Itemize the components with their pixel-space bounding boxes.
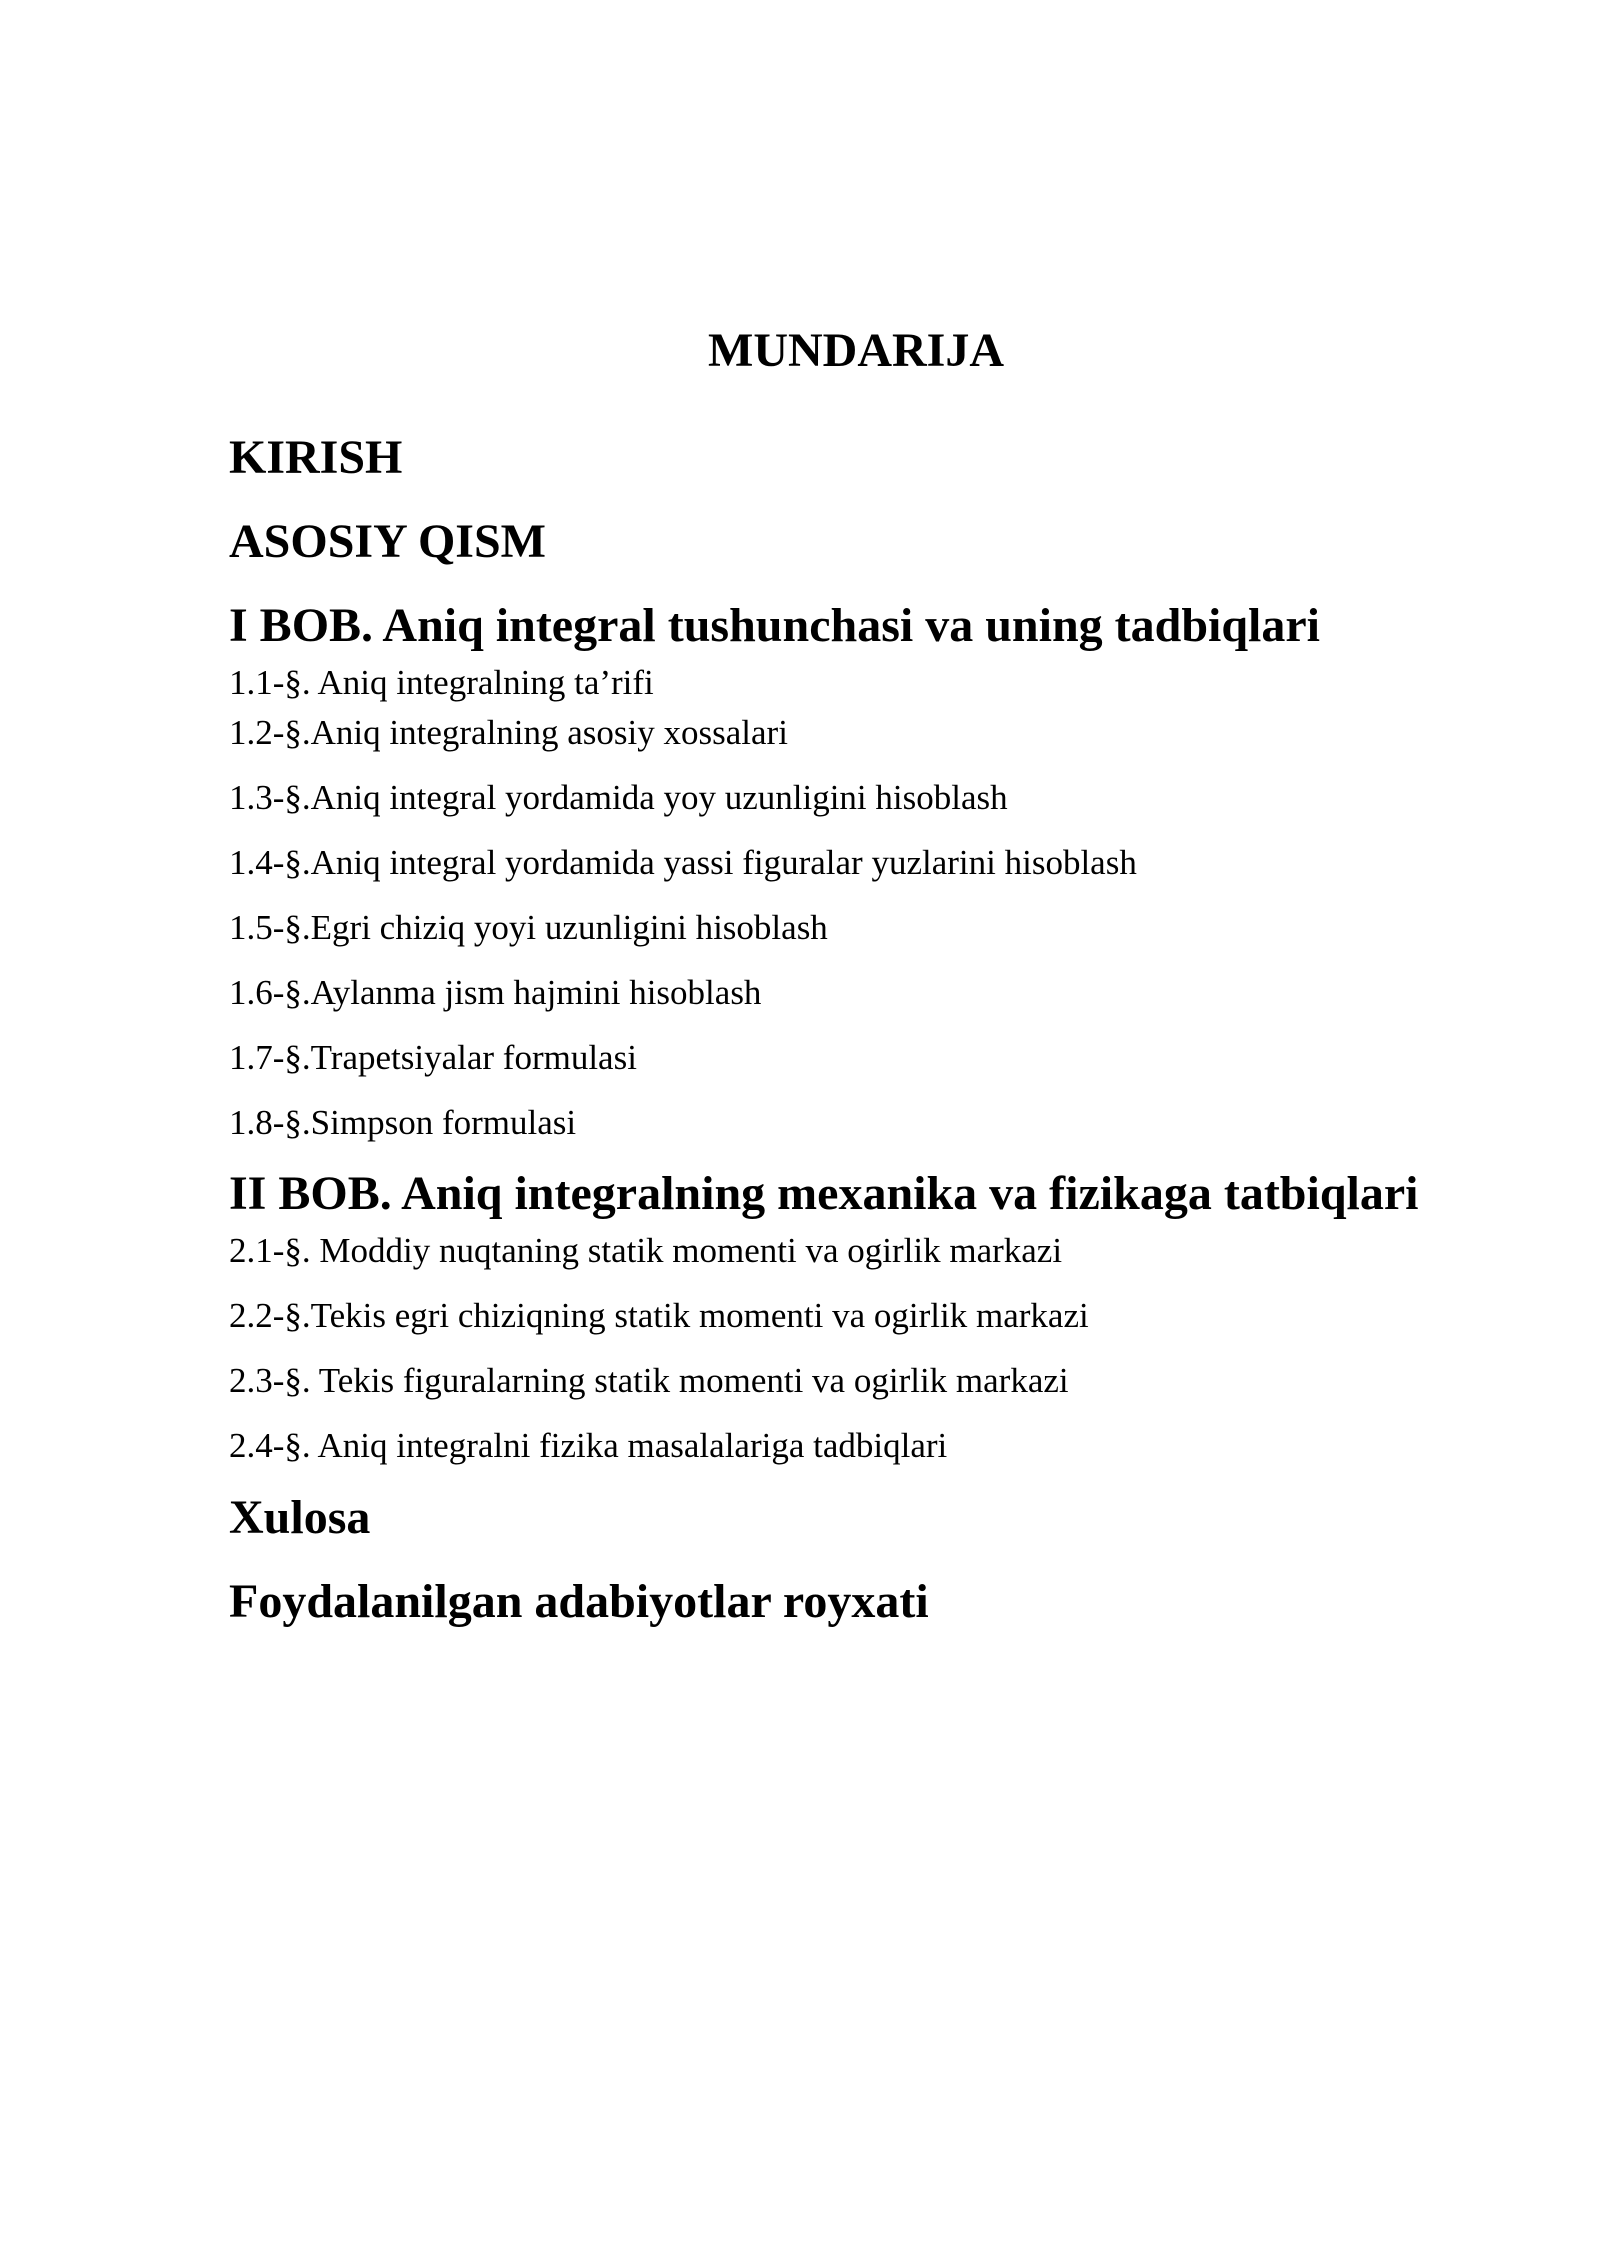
toc-references: Foydalanilgan adabiyotlar royxati [229, 1575, 929, 1628]
toc-chapter-2-heading: II BOB. Aniq integralning mexanika va fizikaga tatbiqlari [229, 1167, 1419, 1220]
toc-chapter-1-heading: I BOB. Aniq integral tushunchasi va uning tadbiqlari [229, 599, 1321, 652]
toc-conclusion: Xulosa [229, 1491, 371, 1544]
toc-item: 1.7-§.Trapetsiyalar formulasi [229, 1038, 637, 1077]
toc-item: 1.6-§.Aylanma jism hajmini hisoblash [229, 973, 762, 1012]
toc-intro: KIRISH [229, 431, 403, 484]
toc-item: 1.5-§.Egri chiziq yoyi uzunligini hisoblash [229, 908, 828, 947]
toc-item: 1.4-§.Aniq integral yordamida yassi figuralar yuzlarini hisoblash [229, 843, 1137, 882]
toc-item: 2.1-§. Moddiy nuqtaning statik momenti va ogirlik markazi [229, 1231, 1063, 1270]
toc-item: 1.2-§.Aniq integralning asosiy xossalari [229, 713, 788, 752]
toc-main-part: ASOSIY QISM [229, 515, 546, 568]
toc-item: 2.3-§. Tekis figuralarning statik momenti va ogirlik markazi [229, 1361, 1069, 1400]
toc-item: 1.1-§. Aniq integralning ta’rifi [229, 663, 654, 702]
toc-item: 2.2-§.Tekis egri chiziqning statik momenti va ogirlik markazi [229, 1296, 1089, 1335]
page-title: MUNDARIJA [708, 324, 1004, 377]
toc-item: 1.3-§.Aniq integral yordamida yoy uzunligini hisoblash [229, 778, 1008, 817]
toc-item: 1.8-§.Simpson formulasi [229, 1103, 577, 1142]
toc-item: 2.4-§. Aniq integralni fizika masalalariga tadbiqlari [229, 1426, 948, 1465]
